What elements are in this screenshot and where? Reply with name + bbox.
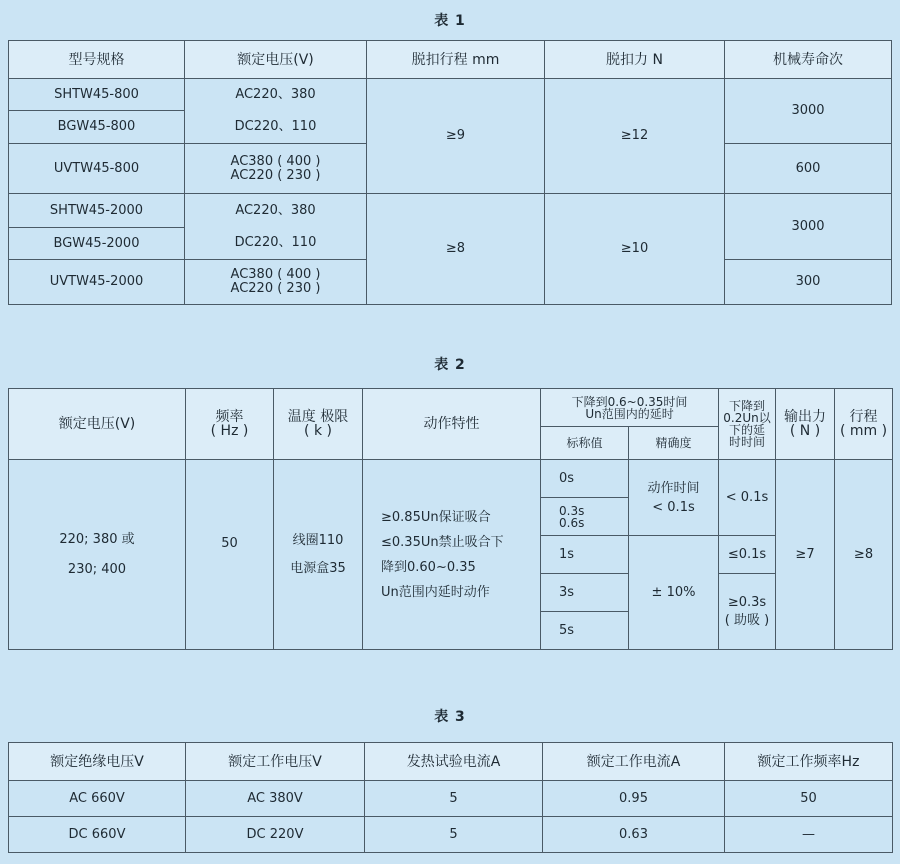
t2-freq: 50 — [186, 460, 274, 650]
t3-header-test-current: 发热试验电流A — [365, 743, 543, 781]
t3-cell: AC 380V — [186, 781, 365, 817]
t2-voltage-line: 220; 380 或 — [59, 531, 135, 547]
t2-header-temp — [274, 389, 363, 460]
t3-header-voltage: 额定工作电压V — [186, 743, 365, 781]
t2-header-output-label: 输出力 — [784, 409, 827, 425]
t3-cell: DC 220V — [186, 817, 365, 853]
t2-nominal: 1s — [541, 536, 629, 574]
t2-header-delay-line: 下降到0.6~0.35时间 — [571, 394, 688, 409]
t1-voltage: AC220、380 — [185, 194, 367, 228]
t1-voltage-pair — [185, 144, 367, 194]
t2-header-delay — [541, 389, 719, 427]
t1-header-voltage: 额定电压(V) — [185, 41, 367, 79]
t1-model: UVTW45-800 — [9, 144, 185, 194]
t1-force: ≥10 — [545, 194, 725, 305]
t2-header-temp-label: 温度 极限 — [287, 409, 349, 425]
t3-cell: AC 660V — [9, 781, 186, 817]
table2 — [8, 388, 893, 650]
t1-life: 3000 — [725, 194, 892, 260]
t2-header-freq-unit: ( Hz ) — [210, 423, 249, 439]
t2-header-output — [776, 389, 835, 460]
t1-model: BGW45-800 — [9, 111, 185, 144]
t3-cell: DC 660V — [9, 817, 186, 853]
t1-model: SHTW45-800 — [9, 79, 185, 111]
t2-nominal: 5s — [541, 612, 629, 650]
t2-nominal: 3s — [541, 574, 629, 612]
t3-cell: 50 — [725, 781, 893, 817]
t2-header-voltage: 额定电压(V) — [9, 389, 186, 460]
t1-voltage: DC220、110 — [185, 111, 367, 144]
table1 — [8, 40, 892, 305]
t2-voltage-line: 230; 400 — [67, 561, 127, 577]
t3-header-insulation: 额定绝缘电压V — [9, 743, 186, 781]
t2-accuracy-line: < 0.1s — [652, 499, 695, 515]
t2-accuracy: ± 10% — [629, 536, 719, 650]
t2-header-stroke — [835, 389, 893, 460]
t2-temp — [274, 460, 363, 650]
t2-accuracy — [629, 460, 719, 536]
t2-header-delay-line: Un范围内的延时 — [585, 406, 674, 421]
table1-caption: 表 1 — [434, 13, 466, 29]
table-row — [9, 817, 893, 853]
t2-header-nominal: 标称值 — [541, 427, 629, 460]
t2-low — [719, 574, 776, 650]
t3-header-frequency: 额定工作频率Hz — [725, 743, 893, 781]
t2-low: ≤0.1s — [719, 536, 776, 574]
t2-header-temp-unit: ( k ) — [304, 423, 332, 439]
table3 — [8, 742, 893, 853]
t2-nominal — [541, 498, 629, 536]
t2-accuracy-line: 动作时间 — [647, 480, 700, 496]
t3-cell: 5 — [365, 781, 543, 817]
t1-stroke: ≥8 — [367, 194, 545, 305]
t1-header-life: 机械寿命次 — [725, 41, 892, 79]
t1-header-stroke: 脱扣行程 mm — [367, 41, 545, 79]
t2-header-freq-label: 频率 — [215, 409, 244, 425]
t1-voltage: AC220、380 — [185, 79, 367, 111]
t3-cell: 0.95 — [543, 781, 725, 817]
t1-life: 300 — [725, 260, 892, 305]
t2-low: < 0.1s — [719, 460, 776, 536]
t1-model: SHTW45-2000 — [9, 194, 185, 228]
t2-header-stroke-label: 行程 — [849, 409, 878, 425]
t2-header-low-line: 下的延 — [729, 423, 766, 437]
t2-stroke: ≥8 — [835, 460, 893, 650]
t1-voltage: DC220、110 — [185, 228, 367, 260]
t1-voltage-pair — [185, 260, 367, 305]
t2-temp-line: 线圈110 — [292, 532, 344, 548]
t2-nominal: 0s — [541, 460, 629, 498]
t3-cell: — — [725, 817, 893, 853]
t2-nominal-line: 0.6s — [559, 515, 585, 530]
t1-life: 600 — [725, 144, 892, 194]
t1-voltage-line: AC380 ( 400 ) — [230, 153, 321, 169]
table3-caption: 表 3 — [434, 709, 466, 725]
t1-voltage-line: AC220 ( 230 ) — [230, 167, 321, 183]
t2-header-stroke-unit: ( mm ) — [839, 423, 888, 439]
t1-voltage-line: AC220 ( 230 ) — [230, 281, 321, 296]
table2-caption: 表 2 — [434, 357, 466, 373]
t2-header-freq — [186, 389, 274, 460]
t1-model: BGW45-2000 — [9, 228, 185, 260]
t1-stroke: ≥9 — [367, 79, 545, 194]
t1-force: ≥12 — [545, 79, 725, 194]
t3-cell: 5 — [365, 817, 543, 853]
t3-cell: 0.63 — [543, 817, 725, 853]
t1-header-force: 脱扣力 N — [545, 41, 725, 79]
t3-header-rated-current: 额定工作电流A — [543, 743, 725, 781]
t1-life: 3000 — [725, 79, 892, 144]
t2-header-low-line: 时时间 — [729, 435, 766, 449]
t2-header-low — [719, 389, 776, 460]
t2-action-line: 降到0.60~0.35 — [381, 559, 476, 575]
t2-header-output-unit: ( N ) — [789, 423, 821, 439]
t2-header-accuracy: 精确度 — [629, 427, 719, 460]
t2-action-line: ≥0.85Un保证吸合 — [381, 509, 491, 525]
t1-header-model: 型号规格 — [9, 41, 185, 79]
t2-header-action: 动作特性 — [363, 389, 541, 460]
t2-action-line: Un范围内延时动作 — [381, 584, 490, 600]
t2-header-low-line: 下降到 — [729, 399, 766, 413]
t2-output: ≥7 — [776, 460, 835, 650]
t2-nominal-line: 0.3s — [559, 503, 585, 518]
table-row — [9, 781, 893, 817]
t2-temp-line: 电源盒35 — [290, 560, 346, 576]
t2-low-line: ( 助吸 ) — [724, 612, 770, 628]
t1-model: UVTW45-2000 — [9, 260, 185, 305]
t2-low-line: ≥0.3s — [727, 594, 767, 610]
t2-voltage — [9, 460, 186, 650]
t1-voltage-line: AC380 ( 400 ) — [230, 267, 321, 282]
t2-header-low-line: 0.2Un以 — [723, 411, 771, 425]
t2-action — [363, 460, 541, 650]
t2-action-line: ≤0.35Un禁止吸合下 — [381, 534, 504, 550]
